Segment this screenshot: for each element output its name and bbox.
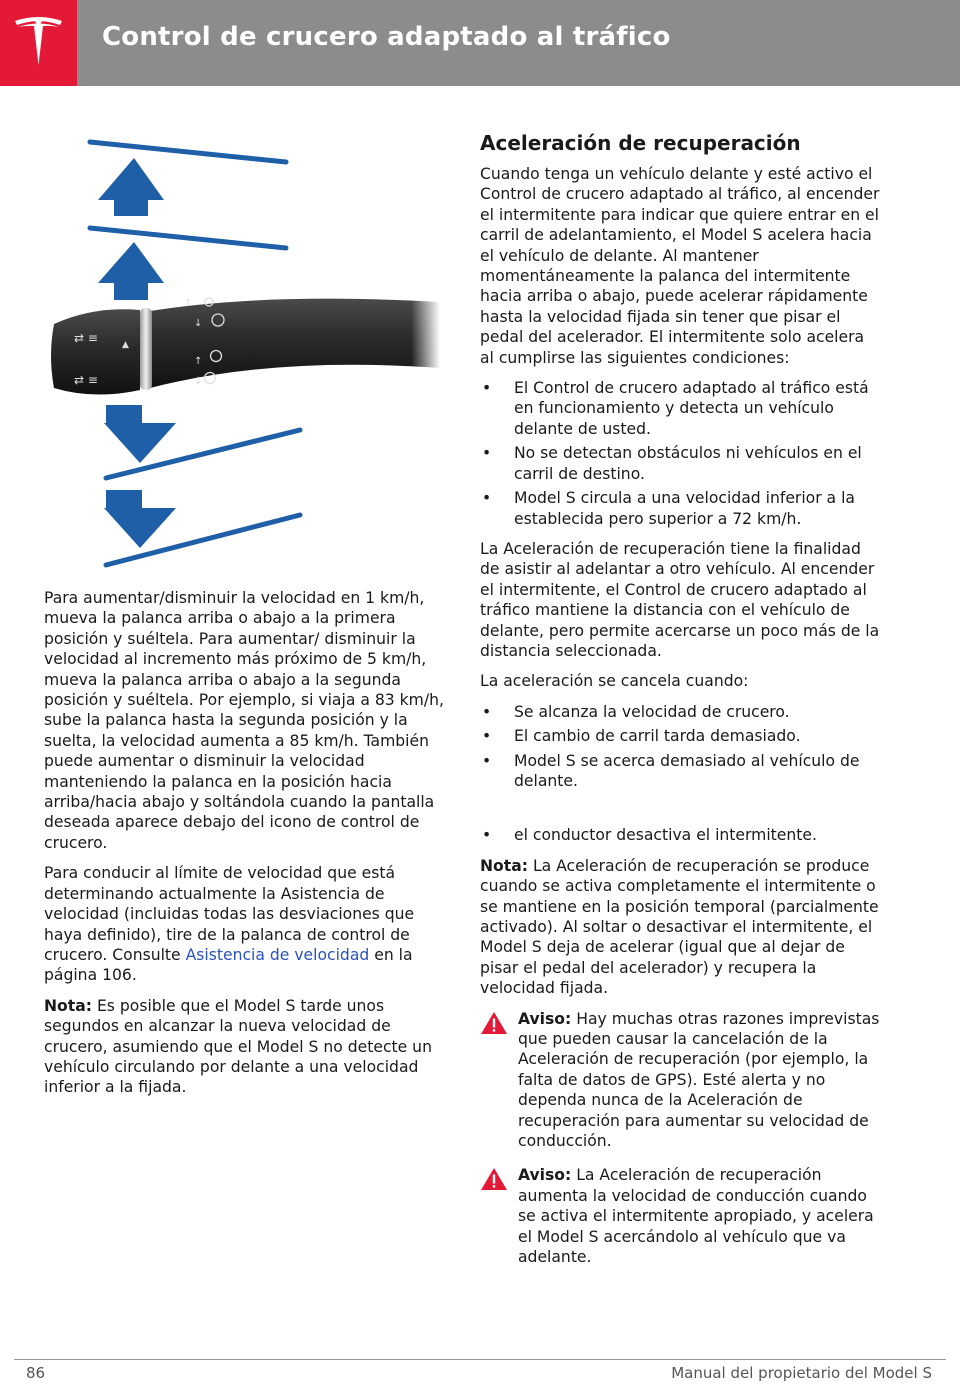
svg-text:↓: ↓ [194,318,203,329]
footer-divider [14,1359,946,1360]
list-item: • el conductor desactiva el intermitente. [482,826,817,845]
page-title: Control de crucero adaptado al tráfico [102,22,671,52]
list-item: • Se alcanza la velocidad de crucero. [482,702,790,721]
page-number: 86 [26,1364,46,1382]
tesla-logo-icon [13,15,64,67]
right-column [480,130,880,1282]
left-column [44,588,444,1108]
warning-block: Aviso: La Aceleración de recuperación aumenta la velocidad de conducción cuando se activa el intermitente apropiado, y acelera el Model S acercándolo al vehículo que va adelante. [480,1165,880,1267]
speed-assist-link[interactable]: Asistencia de velocidad [185,945,370,964]
intro-paragraph: Cuando tenga un vehículo delante y esté activo el Control de crucero adaptado al tráfico, al encender el intermitente para indicar que quiere entrar en el carril de adelantamiento, el Model S acelera hacia el vehículo de delante. Al mantener momentáneamente la palanca del intermitente hacia arriba o abajo, puede acelerar rápidamente hasta la velocidad fijada sin tener que pisar el pedal del acelerador. El intermitente solo acelera al cumplirse las siguientes condiciones: [480,165,880,367]
page-header [0,0,960,86]
warning-label: Aviso: [518,1009,572,1028]
bullet: • [482,727,492,746]
svg-text:⇄ ≡: ⇄ ≡ [74,373,98,387]
cruise-stalk-figure [44,120,440,580]
speed-assist-paragraph: Para conducir al límite de velocidad que está determinando actualmente la Asistencia de velocidad (incluidas todas las desviaciones que haya definido), tire de la palanca de control de crucero. Consulte Asistencia de velocidad en la página 106. [44,864,415,985]
brand-logo [0,0,77,86]
bullet: • [482,826,492,845]
stalk-lever-illustration [44,120,440,580]
svg-text:▲: ▲ [122,340,129,350]
purpose-paragraph: La Aceleración de recuperación tiene la finalidad de asistir al adelantar a otro vehículo. Al encender el intermitente, el Control de crucero adaptado al tráfico mantiene la distancia con el vehículo de delante, pero permite acercarse un poco más de la distancia seleccionada. [480,539,880,660]
note-label: Nota: [44,996,92,1015]
speed-adjust-paragraph: Para aumentar/disminuir la velocidad en 1 km/h, mueva la palanca arriba o abajo a la primera posición y suéltela. Para aumentar/ disminuir la velocidad al incremento más próximo de 5 km/h, mueva la palanca arriba o abajo a la segunda posición y suéltela. Por ejemplo, si viaja a 83 km/h, sube la palanca hasta la segunda posición y la suelta, la velocidad aumenta a 85 km/h. También puede aumentar o disminuir la velocidad manteniendo la palanca en la posición hacia arriba/hacia abajo y soltándola cuando la pantalla deseada aparece debajo del icono de control de crucero. [44,589,444,852]
left-note: Nota: Es posible que el Model S tarde unos segundos en alcanzar la nueva velocidad de crucero, asumiendo que el Model S no detecte un vehículo circulando por delante a una velocidad inferior a la fijada. [44,996,432,1097]
list-item: • Model S se acerca demasiado al vehículo de delante. [482,751,860,790]
bullet: • [482,444,492,463]
list-item: • Model S circula a una velocidad inferior a la establecida pero superior a 72 km/h. [482,489,855,528]
bullet: • [482,379,492,398]
warning-triangle-icon [480,1011,508,1035]
note-label: Nota: [480,856,528,875]
cancel-list-continued [480,825,880,845]
svg-text:↑: ↑ [194,356,203,367]
svg-text:↓: ↓ [194,376,203,387]
svg-text:⇄ ≡: ⇄ ≡ [74,331,98,345]
list-item: • El cambio de carril tarda demasiado. [482,727,801,746]
cancel-intro: La aceleración se cancela cuando: [480,672,749,691]
cancel-list [480,702,880,792]
warning-block: Aviso: Hay muchas otras razones imprevistas que pueden causar la cancelación de la Aceleración de recuperación (por ejemplo, la falta de datos de GPS). Esté alerta y no dependa nunca de la Aceleración de recuperación para aumentar su velocidad de conducción. [480,1009,880,1152]
list-item: • El Control de crucero adaptado al tráfico está en funcionamiento y detecta un vehículo delante de usted. [482,379,869,438]
bullet: • [482,489,492,508]
section-heading: Aceleración de recuperación [480,131,801,155]
right-note: Nota: La Aceleración de recuperación se produce cuando se activa completamente el intermitente o se mantiene en la posición temporal (parcialmente activado). Al soltar o desactivar el intermitente, el Model S deja de acelerar (igual que al dejar de pisar el pedal del acelerador) y recupera la velocidad fijada. [480,856,879,998]
conditions-list [480,378,880,529]
warning-label: Aviso: [518,1166,572,1185]
bullet: • [482,702,492,721]
footer-title: Manual del propietario del Model S [671,1364,932,1382]
warning-triangle-icon [480,1167,508,1191]
svg-text:↑: ↑ [184,298,193,309]
bullet: • [482,751,492,770]
list-item: • No se detectan obstáculos ni vehículos en el carril de destino. [482,444,862,483]
